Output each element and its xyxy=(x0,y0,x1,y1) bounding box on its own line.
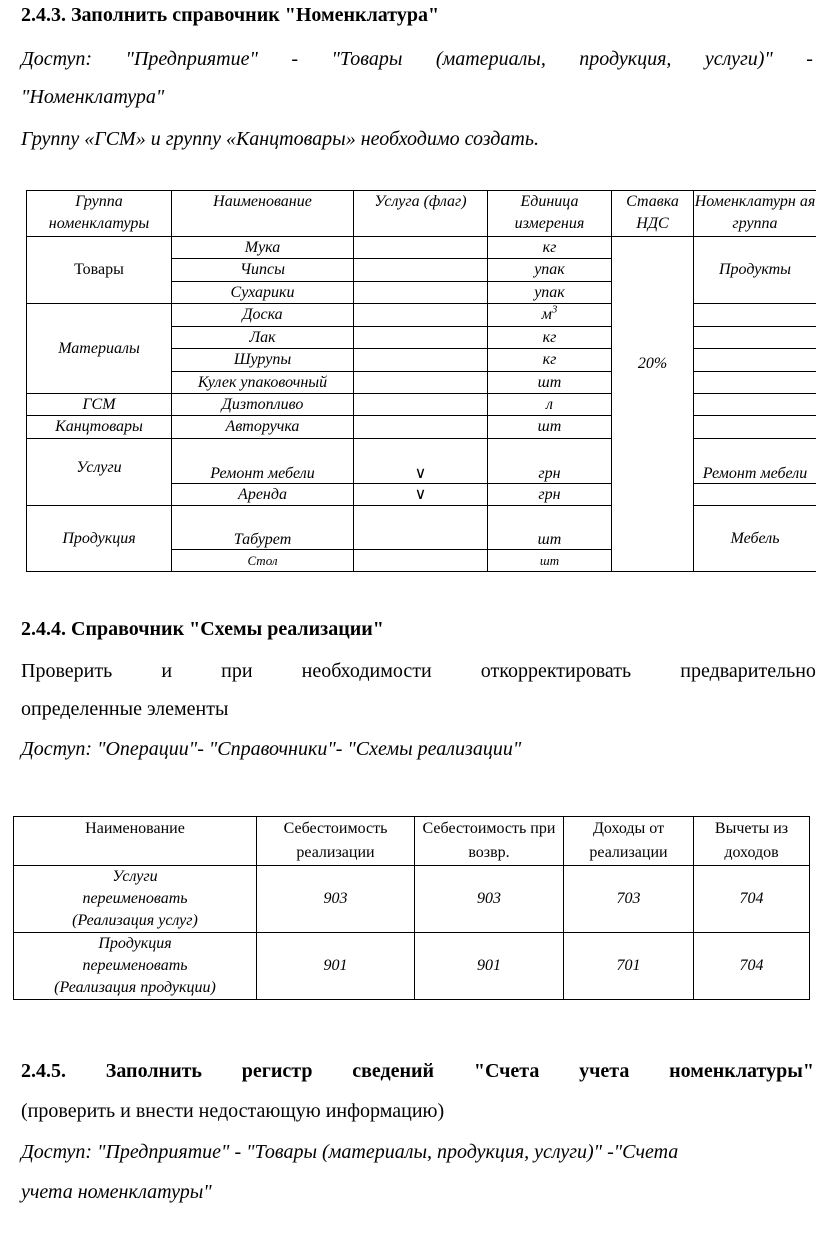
para-word: предварительно xyxy=(680,660,816,682)
group-cell: ГСМ xyxy=(27,394,172,416)
nom-group-cell xyxy=(694,484,816,506)
section-2-4-4-access: Доступ: "Операции"- "Справочники"- "Схемы реализации" xyxy=(21,738,522,760)
section-2-4-4-paragraph xyxy=(21,660,816,683)
item-name: Дизтопливо xyxy=(172,394,354,416)
scheme-value: 704 xyxy=(694,866,810,933)
item-name: Авторучка xyxy=(172,416,354,439)
item-unit: кг xyxy=(488,237,612,259)
item-name: Сухарики xyxy=(172,282,354,304)
group-cell: Услуги xyxy=(27,439,172,506)
item-unit: грн xyxy=(488,439,612,484)
para-word: Проверить xyxy=(21,660,113,682)
nom-group-cell: Продукты xyxy=(694,237,816,304)
nomenclature-table xyxy=(26,190,816,572)
vat-value: 20% xyxy=(637,355,668,372)
scheme-value: 901 xyxy=(257,933,415,1000)
nom-group-cell xyxy=(694,327,816,349)
item-name: Аренда xyxy=(172,484,354,506)
nom-group-cell xyxy=(694,349,816,372)
vat-cell xyxy=(612,237,694,572)
item-unit: л xyxy=(488,394,612,416)
header-group: Группа номенклатуры xyxy=(27,191,172,237)
scheme-name-line: переименовать xyxy=(82,957,188,974)
item-name: Стол xyxy=(172,550,354,572)
item-name: Ремонт мебели xyxy=(172,439,354,484)
sales-schemes-table xyxy=(13,816,810,1000)
section-2-4-4-paragraph-line2: определенные элементы xyxy=(21,698,229,720)
header-cost-on-return: Себестоимость при возвр. xyxy=(415,817,564,866)
group-cell: Канцтовары xyxy=(27,416,172,439)
scheme-name-cell xyxy=(14,866,257,933)
nom-group-cell xyxy=(694,372,816,394)
para-word: необходимости xyxy=(301,660,432,682)
scheme-value: 703 xyxy=(564,866,694,933)
item-name: Мука xyxy=(172,237,354,259)
item-unit: упак xyxy=(488,259,612,282)
access-word: Доступ: xyxy=(21,48,93,70)
item-name: Кулек упаковочный xyxy=(172,372,354,394)
item-name: Доска xyxy=(172,304,354,327)
section-2-4-4-heading: 2.4.4. Справочник "Схемы реализации" xyxy=(21,618,384,640)
item-name: Лак xyxy=(172,327,354,349)
item-flag xyxy=(354,394,488,416)
item-flag xyxy=(354,349,488,372)
item-flag xyxy=(354,327,488,349)
section-2-4-5-line2: (проверить и внести недостающую информацию) xyxy=(21,1100,445,1122)
scheme-value: 901 xyxy=(415,933,564,1000)
item-flag xyxy=(354,304,488,327)
item-flag xyxy=(354,259,488,282)
item-flag: ∨ xyxy=(354,484,488,506)
unit-superscript: 3 xyxy=(551,303,558,316)
nom-group-cell xyxy=(694,304,816,327)
access-word: "Товары xyxy=(331,48,403,70)
nom-group-cell xyxy=(694,416,816,439)
header-name: Наименование xyxy=(172,191,354,237)
item-unit: шт xyxy=(488,372,612,394)
section-2-4-3-access-line2: "Номенклатура" xyxy=(21,86,165,108)
scheme-value: 903 xyxy=(415,866,564,933)
item-flag xyxy=(354,550,488,572)
group-cell: Материалы xyxy=(27,304,172,394)
para-word: откорректировать xyxy=(480,660,632,682)
item-unit: шт xyxy=(488,506,612,550)
item-name: Табурет xyxy=(172,506,354,550)
scheme-value: 903 xyxy=(257,866,415,933)
header-income-deductions: Вычеты из доходов xyxy=(694,817,810,866)
scheme-name-line: переименовать xyxy=(82,890,188,907)
header-name: Наименование xyxy=(14,817,257,866)
heading-word: "Счета xyxy=(473,1060,540,1082)
heading-word: сведений xyxy=(352,1060,435,1082)
header-vat-rate: Ставка НДС xyxy=(612,191,694,237)
nom-group-cell xyxy=(694,394,816,416)
item-name: Чипсы xyxy=(172,259,354,282)
section-2-4-3-heading: 2.4.3. Заполнить справочник "Номенклатура" xyxy=(21,4,440,26)
heading-word: регистр xyxy=(241,1060,313,1082)
group-cell: Продукция xyxy=(27,506,172,572)
access-word: продукция, xyxy=(579,48,672,70)
section-2-4-3-note: Группу «ГСМ» и группу «Канцтовары» необходимо создать. xyxy=(21,128,539,150)
item-unit: упак xyxy=(488,282,612,304)
header-service-flag: Услуга (флаг) xyxy=(354,191,488,237)
scheme-name-line: Продукция xyxy=(98,935,172,952)
unit-text: м xyxy=(541,306,552,323)
para-word: и xyxy=(161,660,173,682)
item-flag xyxy=(354,237,488,259)
scheme-value: 704 xyxy=(694,933,810,1000)
access-word: услуги)" xyxy=(704,48,773,70)
access-word: - xyxy=(806,48,813,70)
item-flag xyxy=(354,506,488,550)
header-cost-of-sales: Себестоимость реализации xyxy=(257,817,415,866)
section-2-4-5-access-line1: Доступ: "Предприятие" - "Товары (материалы, продукция, услуги)" -"Счета xyxy=(21,1141,679,1163)
item-unit: шт xyxy=(488,416,612,439)
nom-group-cell: Мебель xyxy=(694,506,816,572)
section-2-4-5-access-line2: учета номенклатуры" xyxy=(21,1181,212,1203)
para-word: при xyxy=(221,660,253,682)
section-2-4-3-access-line xyxy=(21,48,813,71)
group-cell: Товары xyxy=(27,237,172,304)
header-sales-income: Доходы от реализации xyxy=(564,817,694,866)
scheme-name-line: Услуги xyxy=(112,868,158,885)
access-word: - xyxy=(291,48,299,70)
item-flag: ∨ xyxy=(354,439,488,484)
item-unit: кг xyxy=(488,327,612,349)
scheme-value: 701 xyxy=(564,933,694,1000)
nom-group-cell: Ремонт мебели xyxy=(694,439,816,484)
scheme-name-cell xyxy=(14,933,257,1000)
heading-word: номенклатуры" xyxy=(669,1060,814,1082)
heading-word: Заполнить xyxy=(105,1060,202,1082)
item-unit: грн xyxy=(488,484,612,506)
header-unit: Единица измерения xyxy=(488,191,612,237)
scheme-name-line: (Реализация услуг) xyxy=(72,912,198,929)
heading-word: 2.4.5. xyxy=(21,1060,66,1082)
heading-word: учета xyxy=(579,1060,630,1082)
header-nom-group: Номенклатурн ая группа xyxy=(694,191,816,237)
access-word: (материалы, xyxy=(435,48,546,70)
item-flag xyxy=(354,416,488,439)
item-unit: шт xyxy=(488,550,612,572)
item-flag xyxy=(354,372,488,394)
access-word: "Предприятие" xyxy=(125,48,258,70)
item-flag xyxy=(354,282,488,304)
section-2-4-5-heading xyxy=(21,1060,814,1083)
scheme-name-line: (Реализация продукции) xyxy=(54,979,216,996)
item-unit: кг xyxy=(488,349,612,372)
item-name: Шурупы xyxy=(172,349,354,372)
item-unit xyxy=(488,304,612,327)
